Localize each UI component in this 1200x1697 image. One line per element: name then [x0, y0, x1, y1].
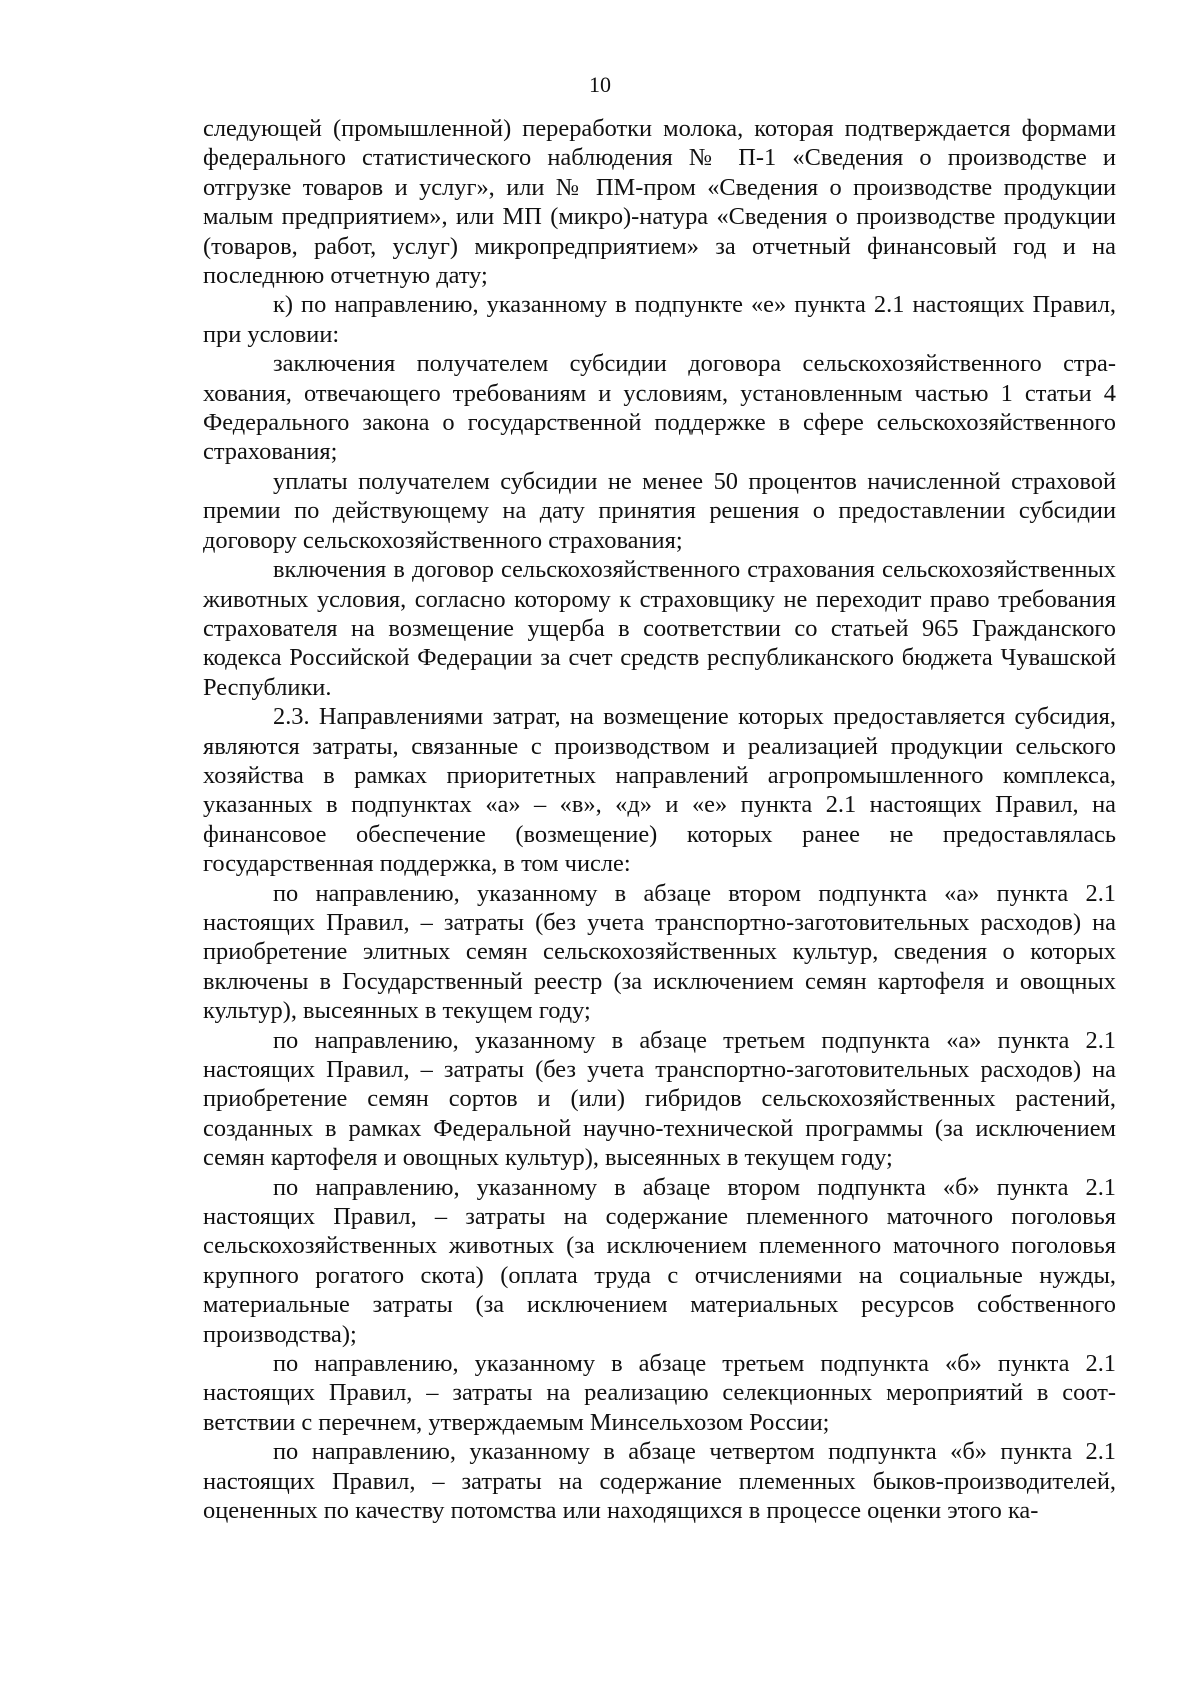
paragraph-cost-breeding-stock: по направлению, указанному в абзаце втором подпункта «б» пункта 2.1 настоящих Правил, – затраты на содержание племенного маточного поголовья сельскохозяйственных животных (за исключением племенного маточного поголовья крупного рогатого скота) (оплата труда с отчислениями на социальные нужды, материальные затраты (за исключением материальных ресурсов собственного производства);: [203, 1173, 1116, 1348]
paragraph-cost-elite-seeds: по направлению, указанному в абзаце втором подпункта «а» пункта 2.1 настоящих Правил, – затраты (без учета транспортно-заготовительных расходов) на приобретение элитных семян сельскохозяйственных культур, сведения о которых включены в Государственный реестр (за исключением семян картофеля и овощных культур), высеянных в текущем году;: [203, 879, 1116, 1025]
paragraph-continuation: следующей (промышленной) переработки молока, которая подтверждается формами федерального статистического наблюдения № П-1 «Сведения о производстве и отгрузке товаров и услуг», или № ПМ-пром «Сведения о производстве продукции малым предприятием», или МП (микро)-натура «Сведения о производстве продукции (товаров, работ, услуг) микропредприятием» за отчетный финансовый год и на последнюю отчетную дату;: [203, 115, 1116, 290]
paragraph-item-k: к) по направлению, указанному в подпункте «е» пункта 2.1 настоящих Правил, при условии:: [203, 291, 1116, 348]
paragraph-section-2-3: 2.3. Направлениями затрат, на возмещение которых предоставляется субсидия, являются затраты, связанные с производством и реализацией продукции сельского хозяйства в рамках приоритетных направлений агропромышленного комплекса, указанных в подпунктах «а» – «в», «д» и «е» пункта 2.1 настоящих Правил, на финансовое обеспечение (возмещение) которых ранее не предоставлялась государственная поддержка, в том числе:: [203, 703, 1116, 878]
paragraph-condition-contract: заключения получателем субсидии договора сельскохозяйственного страхования, отвечающего требованиям и условиям, установленным частью 1 статьи 4 Федерального закона о государственной поддержке в сфере сельскохозяйственного страхования;: [203, 350, 1116, 466]
paragraph-condition-inclusion: включения в договор сельскохозяйственного страхования сельскохозяйственных животных условия, согласно которому к страховщику не переходит право требования страхователя на возмещение ущерба в соответствии со статьей 965 Гражданского кодекса Российской Федерации за счет средств республиканского бюджета Чувашской Республики.: [203, 556, 1116, 701]
paragraph-cost-selection: по направлению, указанному в абзаце третьем подпункта «б» пункта 2.1 настоящих Правил, – затраты на реализацию селекционных мероприятий в соответствии с перечнем, утверждаемым Минсельхозом России;: [203, 1350, 1116, 1436]
page-number: 10: [589, 72, 611, 97]
paragraph-cost-seed-varieties: по направлению, указанному в абзаце третьем подпункта «а» пункта 2.1 настоящих Правил, – затраты (без учета транспортно-заготовительных расходов) на приобретение семян сортов и (или) гибридов сельскохозяйственных растений, созданных в рамках Федеральной научно-технической программы (за исключением семян картофеля и овощных культур), высеянных в текущем году;: [203, 1026, 1116, 1172]
paragraph-condition-payment: уплаты получателем субсидии не менее 50 процентов начисленной страховой премии по действующему на дату принятия решения о предоставлении субсидии договору сельскохозяйственного страхования;: [203, 467, 1116, 554]
document-body: [203, 114, 1116, 1526]
paragraph-cost-bulls: по направлению, указанному в абзаце четвертом подпункта «б» пункта 2.1 настоящих Правил, – затраты на содержание племенных быков-производителей, оцененных по качеству потомства или находящихся в процессе оценки этого ка-: [203, 1438, 1116, 1525]
